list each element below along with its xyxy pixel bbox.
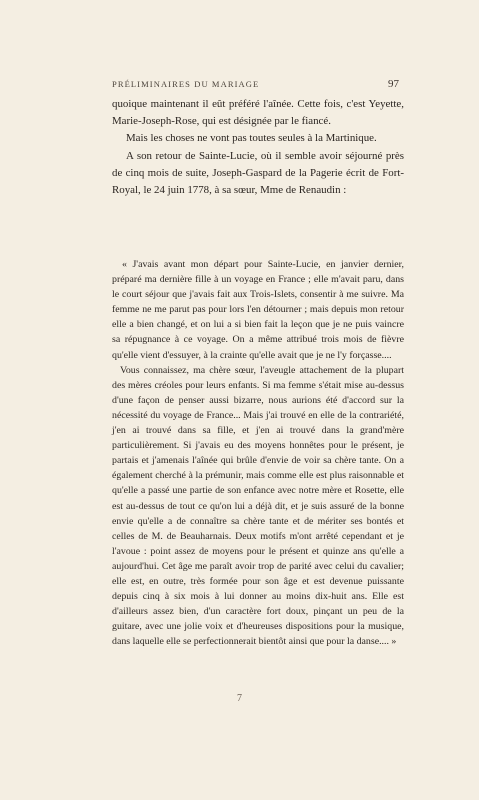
sheet-signature: 7 bbox=[237, 693, 242, 704]
paragraph: A son retour de Sainte-Lucie, où il semble avoir séjourné près de cinq mois de suite, Joseph-Gaspard de la Pagerie écrit de Fort-Royal, le 24 juin 1778, à sa sœur, Mme de Renaudin : bbox=[112, 149, 404, 197]
running-title: PRÉLIMINAIRES DU MARIAGE bbox=[112, 79, 260, 89]
body-text bbox=[112, 96, 404, 199]
quote-paragraph: Vous connaissez, ma chère sœur, l'aveugle attachement de la plupart des mères créoles pour leurs enfants. Si ma femme s'était mise au-dessus d'une façon de penser aussi bizarre, nous aurions été d'accord sur la nécessité du voyage de France... Mais j'ai trouvé en elle de la contrariété, j'en ai trouvé dans sa fille, et j'en ai trouvé dans la grand'mère particulièrement. Si j'avais eu des moyens honnêtes pour le présent, je partais et j'amenais l'aînée qui brûle d'envie de voir sa chère tante. On a également cherché à la prémunir, mais comme elle est plus raisonnable et qu'elle a passé une partie de son enfance avec notre mère et Rosette, elle est au-dessus de tout ce qu'on lui a déjà dit, et je suis assuré de la bonne envie qu'elle a de connaître sa chère tante et de mériter ses bontés et celles de M. de Beauharnais. Deux motifs m'ont arrêté cependant et je l'avoue : point assez de moyens pour le présent et quinze ans qu'elle a aujourd'hui. Cet âge me paraît avoir trop de parité avec celui du cavalier; elle est, en outre, très formée pour son âge et est devenue puissante depuis cinq à six mois à lui donner au moins dix-huit ans. Elle est d'ailleurs assez bien, d'un caractère fort doux, pinçant un peu de la guitare, avec une jolie voix et d'heureuses dispositions pour la musique, dans laquelle elle se perfectionnerait bientôt ainsi que pour la danse.... » bbox=[112, 364, 404, 648]
paragraph-continuation: quoique maintenant il eût préféré l'aînée. Cette fois, c'est Yeyette, Marie-Joseph-Rose, qui est désignée par le fiancé. bbox=[112, 98, 404, 128]
letter-quotation bbox=[112, 257, 404, 649]
page-number: 97 bbox=[388, 78, 399, 90]
page-header bbox=[112, 78, 399, 90]
paragraph: Mais les choses ne vont pas toutes seules à la Martinique. bbox=[126, 132, 377, 145]
quote-paragraph: « J'avais avant mon départ pour Sainte-Lucie, en janvier dernier, préparé ma dernière fille à un voyage en France ; elle m'avait paru, dans le court séjour que j'avais fait aux Trois-Islets, consentir à me suivre. Ma femme ne me parut pas pour lors l'en détourner ; mais depuis mon retour elle a bien changé, et on lui a si bien fait la leçon que je ne puis vaincre sa répugnance à ce voyage. On a même attribué trois mois de fièvre qu'elle vient d'essuyer, à la crainte qu'elle avait que je ne l'y forçasse.... bbox=[112, 259, 404, 361]
